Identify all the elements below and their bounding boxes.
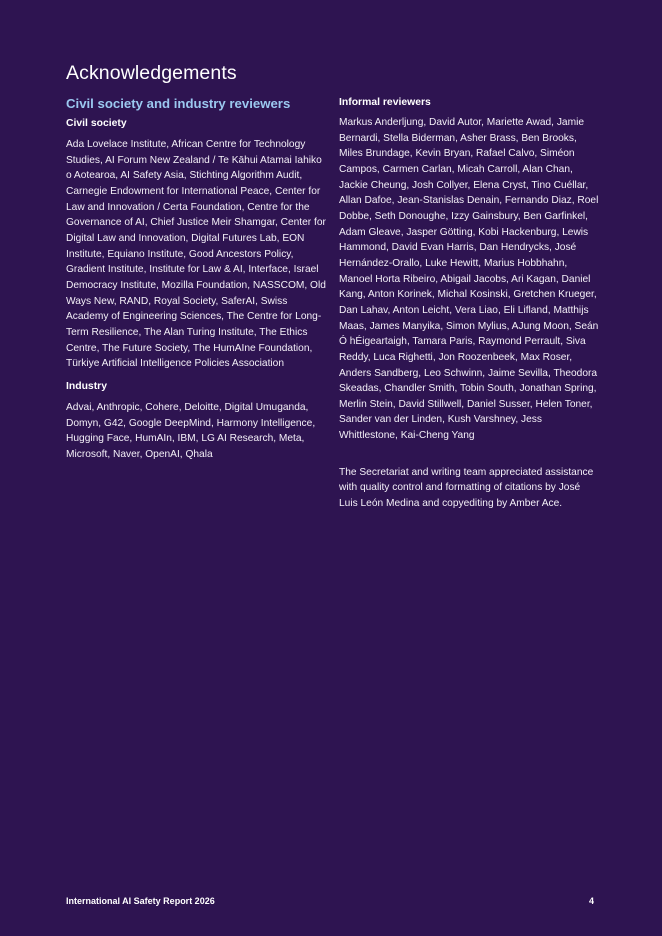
civil-society-list: Ada Lovelace Institute, African Centre for Technology Studies, AI Forum New Zealand / Te Kāhui Atamai Iahiko o Aotearoa, AI Safety Asia, Stichting Algorithm Audit, Carnegie Endowment for International Peace, Center for Law and Innovation / Certa Foundation, Centre for the Governance of AI, Chief Justice Meir Shamgar, Center for Digital Law and Innovation, Digital Futures Lab, EON Institute, Equiano Institute, Good Ancestors Policy, Gradient Institute, Institute for Law & AI, Interface, Israel Democracy Institute, Mozilla Foundation, NASSCOM, Old Ways New, RAND, Royal Society, SaferAI, Swiss Academy of Engineering Sciences, The Centre for Long-Term Resilience, The Alan Turing Institute, The Ethics Centre, The Future Society, The HumAIne Foundation, Türkiye Artificial Intelligence Policies Association [66,139,326,370]
industry-list: Advai, Anthropic, Cohere, Deloitte, Digital Umuganda, Domyn, G42, Google DeepMind, Harmony Intelligence, Hugging Face, HumAIn, IBM, LG AI Research, Meta, Microsoft, Naver, OpenAI, Qhala [66,401,316,460]
informal-reviewers-list: Markus Anderljung, David Autor, Mariette Awad, Jamie Bernardi, Stella Biderman, Asher Brass, Ben Brooks, Miles Brundage, Kevin Bryan, Rafael Calvo, Siméon Campos, Carmen Carlan, Micah Carroll, Alan Chan, Jackie Cheung, Josh Collyer, Elena Cryst, Tino Cuéllar, Allan Dafoe, Jean-Stanislas Denain, Fernando Diaz, Roel Dobbe, Seth Donoughe, Izzy Gainsbury, Ben Garfinkel, Adam Gleave, Jasper Götting, Kobi Hackenburg, Lewis Hammond, David Evan Harris, Dan Hendrycks, José Hernández-Orallo, Luke Hewitt, Marius Hobbhahn, Manoel Horta Ribeiro, Abigail Jacobs, Ari Kagan, Daniel Kang, Anton Korinek, Michal Kosinski, Gretchen Krueger, Dan Lahav, Anton Leicht, Vera Liao, Eli Lifland, Matthijs Maas, James Manyika, Simon Mylius, AJung Moon, Seán Ó hÉigeartaigh, Tamara Paris, Raymond Perrault, Siva Reddy, Luca Righetti, Jon Roozenbeek, Max Roser, Anders Sandberg, Leo Schwinn, Jaime Sevilla, Theodora Skeadas, Chandler Smith, Tobin South, Jonathan Spring, Merlin Stein, David Stillwell, Daniel Susser, Helen Toner, Sander van der Linden, Kush Varshney, Jess Whittlestone, Kai-Cheng Yang [339,117,599,442]
secretariat-note: The Secretariat and writing team appreciated assistance with quality control and formatting of citations by José Luis León Medina and copyediting by Amber Ace. [339,466,594,510]
section-title-reviewers: Civil society and industry reviewers [66,96,291,111]
footer-page-number: 4 [589,896,595,906]
footer-report-name: International AI Safety Report 2026 [66,896,215,906]
civil-society-heading: Civil society [66,118,127,129]
paragraph-spacer [339,449,601,465]
right-column [339,96,601,517]
left-column [66,95,328,467]
page-title: Acknowledgements [66,62,237,84]
industry-heading: Industry [66,380,107,392]
informal-reviewers-heading: Informal reviewers [339,97,431,108]
